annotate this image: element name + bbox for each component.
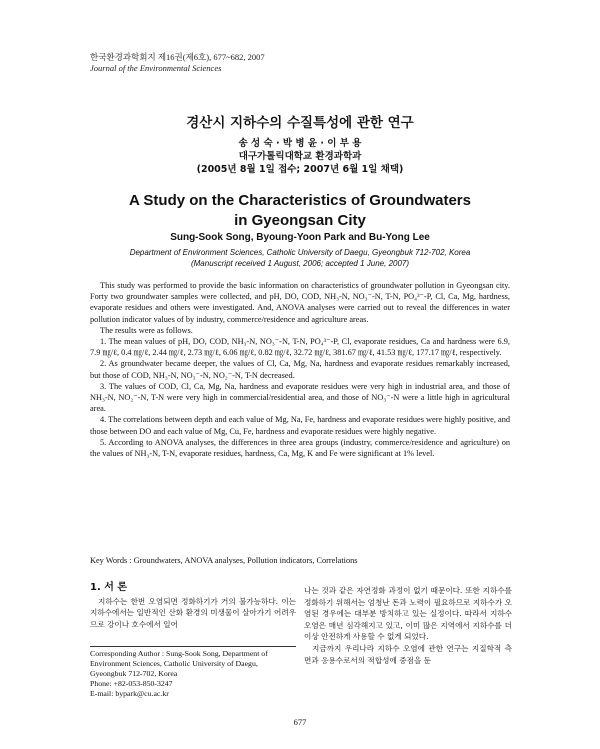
author-block-korean (0, 137, 600, 176)
body-text-right-2: 지금까지 우리나라 지하수 오염에 관한 연구는 지질학적 측면과 응용수로서의 적합성에 중점을 둔 (304, 643, 512, 665)
body-text-right-1: 나는 것과 같은 자연정화 과정이 없기 때문이다. 또한 지하수를 정화하기 위해서는 엄청난 돈과 노력이 필요하므로 지하수가 오염된 경우에는 대부분 방치하고 있는 실정이다. 따라서 지하수 오염은 매년 심각해지고 있고, 이미 많은 지역에서 지하수를 더 이상 안전하게 사용할 수 없게 되었다. (304, 586, 512, 642)
title-english-line2: in Gyeongsan City (234, 212, 366, 229)
section-heading-introduction: 1. 서 론 (90, 582, 128, 593)
authors-english: Sung-Sook Song, Byoung-Yoon Park and Bu-Yong Lee (170, 232, 430, 243)
keywords: Key Words : Groundwaters, ANOVA analyses, Pollution indicators, Correlations (90, 556, 358, 565)
title-korean: 경산시 지하수의 수질특성에 관한 연구 (186, 115, 414, 131)
page-number: 677 (293, 717, 307, 727)
abstract-result-5: 5. According to ANOVA analyses, the differences in three area groups (industry, commerce/residence and agriculture) on the values of NH₃-N, T-N, evaporate residues, hardness, Ca, Mg, K and Fe were significant at 1% level. (90, 437, 510, 459)
body-column-right (304, 585, 512, 666)
title-english-line1: A Study on the Characteristics of Groundwaters (128, 192, 471, 209)
running-header (90, 52, 265, 74)
body-text-left: 지하수는 한번 오염되면 정화하기가 거의 불가능하다. 이는 지하수에서는 일반적인 산화 환경의 미생물이 살아가기 어려우므로 강이나 호수에서 일어 (90, 596, 296, 629)
authors-korean: 송 성 숙 · 박 병 윤 · 이 부 용 (238, 138, 362, 149)
footnote-author: Corresponding Author : Sung-Sook Song, Department of Environment Sciences, Catholic University of Daegu, Gyeongbuk 712-702, Korea (90, 649, 268, 678)
journal-citation-ko: 한국환경과학회지 제16권(제6호), 677~682, 2007 (90, 52, 265, 62)
abstract-results-intro: The results were as follows. (100, 325, 193, 335)
abstract-result-3: 3. The values of COD, Cl, Ca, Mg, Na, hardness and evaporate residues were very high in industrial area, and those of NH₃-N, NO₂⁻-N, T-N were very high in commercial/residential area, and those of NO₃⁻-N were a little high in agricultural area. (90, 381, 510, 414)
abstract-result-4: 4. The correlations between depth and each value of Mg, Na, Fe, hardness and evaporate residues were highly positive, and those between DO and each value of Mg, Cu, Fe, hardness and evaporate residues were highly negative. (90, 415, 510, 436)
body-column-left (90, 582, 296, 630)
footnote-phone: Phone: +82-053-850-3247 (90, 679, 173, 688)
affiliation-english: Department of Environment Sciences, Catholic University of Daegu, Gyeongbuk 712-702, Korea (129, 248, 471, 257)
affiliation-korean: 대구가톨릭대학교 환경과학과 (238, 151, 362, 162)
abstract-result-1: 1. The mean values of pH, DO, COD, NH₃-N, NO₃⁻-N, T-N, PO₄³⁻-P, Cl, evaporate residues, Ca and hardness were 6.9, 7.9 ㎎/ℓ, 0.4 ㎎/ℓ, 2.44 ㎎/ℓ, 2.73 ㎎/ℓ, 6.06 ㎎/ℓ, 0.82 ㎎/ℓ, 32.72 ㎎/ℓ, 381.67 ㎎/ℓ, 41.53 ㎎/ℓ, 177.17 ㎎/ℓ, respectively. (90, 337, 510, 358)
abstract-result-2: 2. As groundwater became deeper, the values of Cl, Ca, Mg, Na, hardness and evaporate residues remarkably increased, but those of COD, NH₃-N, NO₃⁻-N, NO₂⁻-N, T-N decreased. (90, 359, 510, 380)
corresponding-author-footnote (90, 646, 296, 699)
dates-korean: (2005년 8월 1일 접수; 2007년 6월 1일 채택) (196, 164, 404, 175)
footnote-email: E-mail: bypark@cu.ac.kr (90, 689, 169, 698)
dates-english: (Manuscript received 1 August, 2006; accepted 1 June, 2007) (190, 259, 410, 268)
abstract (90, 280, 510, 459)
title-english (0, 191, 600, 231)
abstract-paragraph: This study was performed to provide the basic information on characteristics of groundwater pollution in Gyeongsan city. Forty two groundwater samples were collected, and pH, DO, COD, NH₃-N, NO₃⁻-N, T-N, PO₄³⁻-P, Cl, Ca, Mg, hardness, evaporate residues and others were investigated. And, ANOVA analyses were carried out to reveal the differences in water pollution indicator values of by industry, commerce/residence and agriculture areas. (90, 281, 510, 324)
journal-name-en: Journal of the Environmental Sciences (90, 63, 222, 73)
affiliation-block-english (0, 247, 600, 269)
